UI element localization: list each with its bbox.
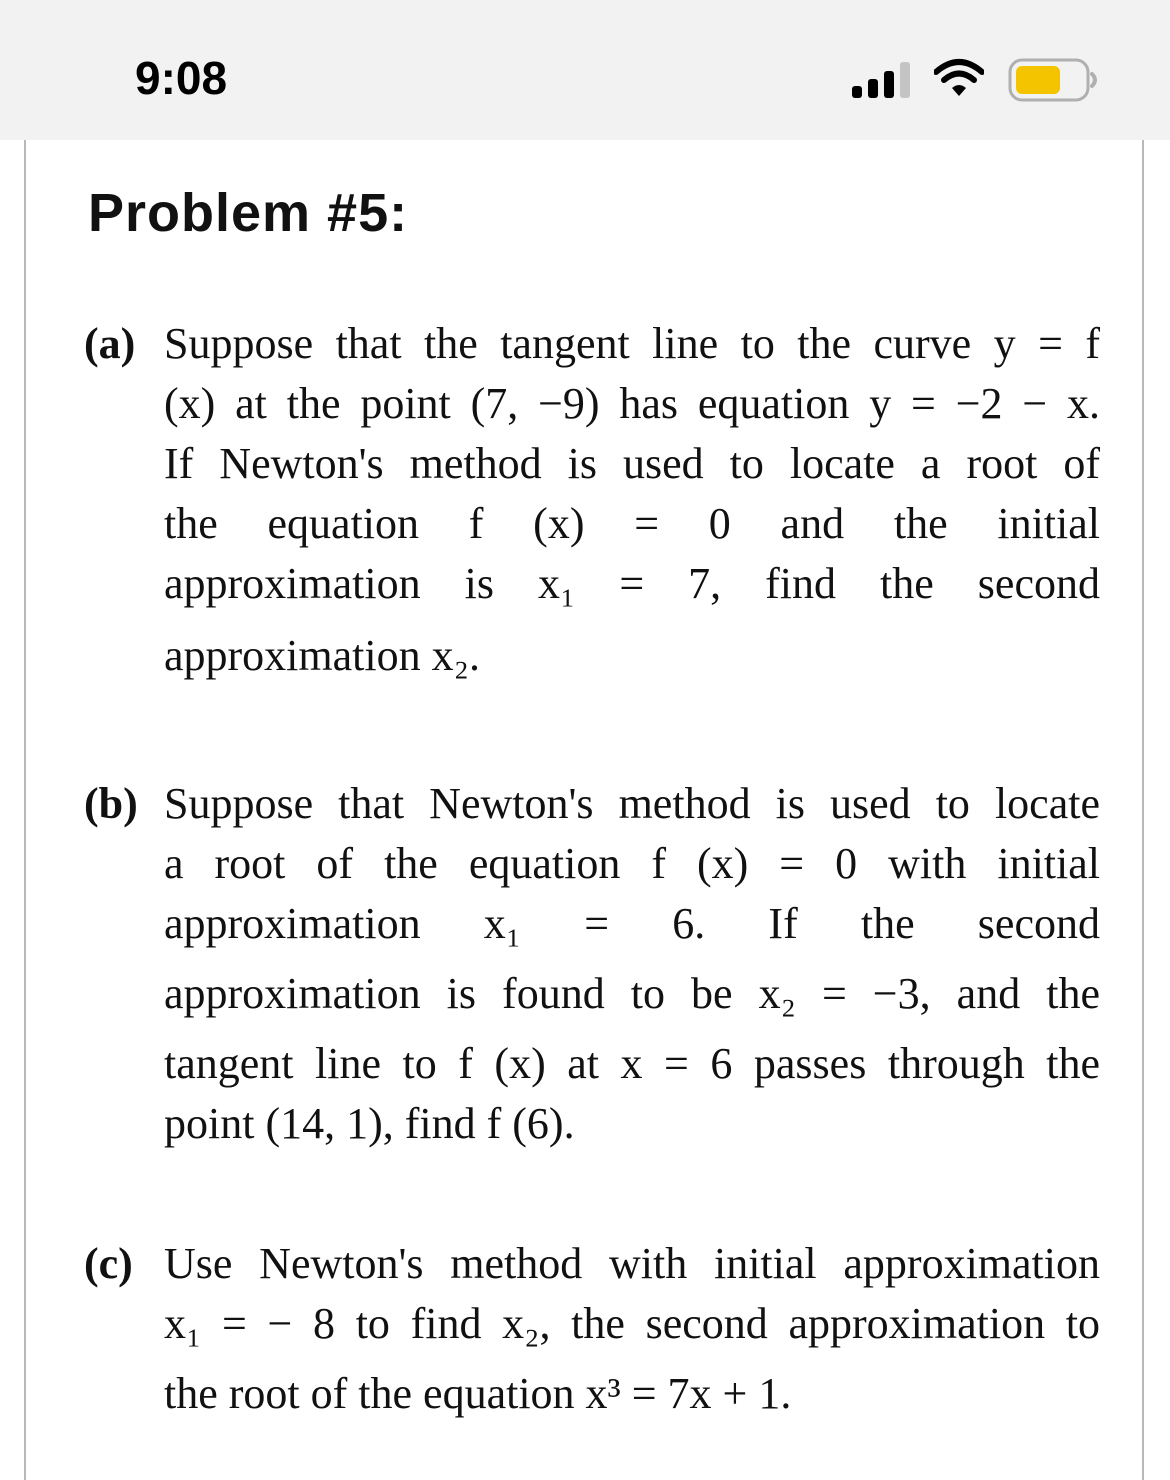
- battery-icon: [1008, 58, 1100, 102]
- part-c-line-1: Use Newton's method with initial approximation: [164, 1239, 1100, 1288]
- part-b-line-3: approximation x₁ = 6. If the second: [164, 899, 1100, 948]
- part-a-line-1: Suppose that the tangent line to the curve y = f: [164, 319, 1100, 368]
- part-b-line-1: Suppose that Newton's method is used to locate: [164, 779, 1100, 828]
- part-c-line-2: x₁ = − 8 to find x₂, the second approximation to: [164, 1299, 1100, 1348]
- part-a-line-2: (x) at the point (7, −9) has equation y = −2 − x.: [164, 379, 1100, 428]
- problem-title: Problem #5:: [88, 183, 409, 243]
- part-a: [84, 314, 1100, 694]
- status-time: 9:08: [135, 52, 228, 104]
- part-c: [84, 1234, 1100, 1434]
- part-a-line-6: approximation x₂.: [164, 631, 480, 680]
- part-c-label: (c): [84, 1239, 133, 1288]
- part-b-line-5: tangent line to f (x) at x = 6 passes through the: [164, 1039, 1100, 1088]
- part-c-line-3: the root of the equation x³ = 7x + 1.: [164, 1369, 792, 1418]
- part-a-line-4: the equation f (x) = 0 and the initial: [164, 499, 1100, 548]
- part-a-label: (a): [84, 319, 136, 368]
- part-a-line-3: If Newton's method is used to locate a root of: [164, 439, 1100, 488]
- cellular-signal-icon: [852, 62, 916, 98]
- status-bar: [0, 0, 1170, 140]
- part-b: [84, 774, 1100, 1164]
- part-a-line-5: approximation is x₁ = 7, find the second: [164, 559, 1100, 608]
- part-b-line-2: a root of the equation f (x) = 0 with initial: [164, 839, 1100, 888]
- part-b-line-4: approximation is found to be x₂ = −3, and the: [164, 969, 1100, 1018]
- battery-fill: [1016, 66, 1060, 94]
- wifi-icon: [934, 58, 984, 98]
- part-b-label: (b): [84, 779, 138, 828]
- part-b-line-6: point (14, 1), find f (6).: [164, 1099, 575, 1148]
